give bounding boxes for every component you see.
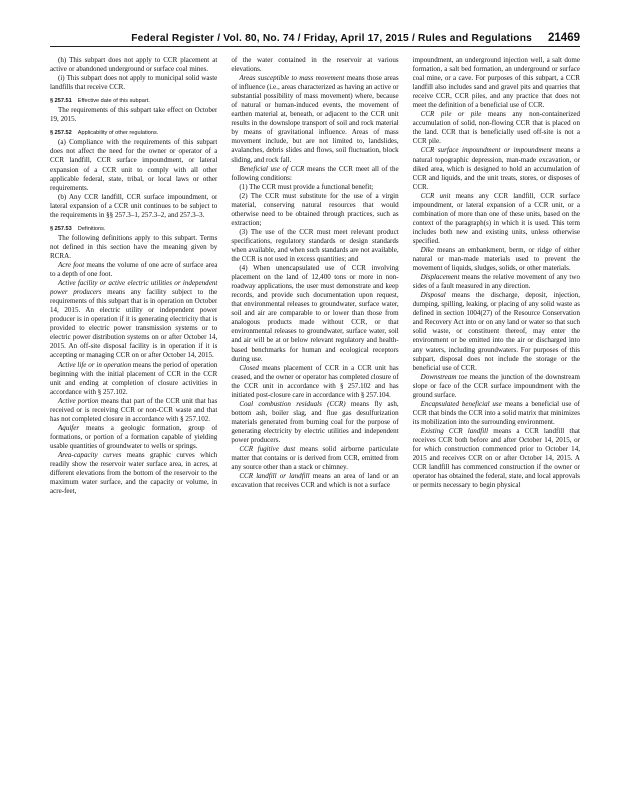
paragraph: (3) The use of the CCR must meet relevant product specifications, regulatory standards or design standards when available, and when such standards are not available, the CCR is not used in excess quantities; and — [231, 227, 399, 264]
definition-text: means any non-containerized accumulation of solid, non-flowing CCR that is placed on the land. CCR that is beneficially used off-site is not a CCR pile. — [412, 110, 580, 146]
definition-text: means the relative movement of any two sides of a fault measured in any direction. — [412, 273, 580, 291]
section-title: Definitions. — [77, 225, 106, 232]
section-number: § 257.52 — [50, 130, 72, 137]
definition — [231, 472, 398, 490]
definition-text: means a CCR landfill that receives CCR both before and after October 14, 2015, or for which construction commenced prior to October 14, 2015 and receives CCR on or after October 14, 2015. A CCR landfill has commenced construction if the owner or operator has obtained the federal, state, and local approvals or permits necessary to begin physical — [412, 426, 580, 490]
definition-text: means a beneficial use of CCR that binds the CCR into a solid matrix that minimizes its mobilization into the surrounding environment. — [412, 399, 580, 426]
definition-term: Downstream toe — [420, 372, 468, 381]
text-columns — [50, 56, 580, 784]
paragraph: (a) Compliance with the requirements of this subpart does not affect the need for the owner or operator of a CCR landfill, CCR surface impoundment, or lateral expansion of a CCR unit to comply with all other applicable federal, state, tribal, or local laws or other requirements. — [50, 138, 218, 192]
header-title: Federal Register / Vol. 80, No. 74 / Friday, April 17, 2015 / Rules and Regulations — [131, 33, 533, 44]
definition-term: Active portion — [58, 396, 99, 405]
definition-text: means graphic curves which readily show the reservoir water surface area, in acres, at different elevations from the bottom of the reservoir to the maximum water surface, and the capacity or volume, in acre-feet, — [50, 450, 218, 496]
definition-term: CCR surface impoundment or impoundment — [420, 146, 552, 155]
section-number: § 257.53 — [50, 225, 72, 232]
paragraph: (4) When unencapsulated use of CCR involving placement on the land of 12,400 tons or more in non-roadway applications, the user must demonstrate and keep records, and provide such documentation upon request, that environmental releases to groundwater, surface water, soil and air are comparable to or lower than those from analogous products made without CCR, or that environmental releases to groundwater, surface water, soil and air will be at or below relevant regulatory and health-based benchmarks for human and ecological receptors during use. — [231, 264, 399, 363]
definition-text: means fly ash, bottom ash, boiler slag, and flue gas desulfurization materials generated from burning coal for the purpose of generating electricity by electric utilities and independent power producers. — [231, 399, 399, 444]
definition-text: means a geologic formation, group of formations, or portion of a formation capable of yielding usable quantities of groundwater to wells or springs. — [50, 423, 218, 450]
definition — [413, 427, 580, 490]
definition — [413, 246, 580, 273]
definition-text: means the volume of one acre of surface area to a depth of one foot. — [50, 260, 218, 279]
definition-term: CCR unit — [420, 191, 451, 200]
definition — [50, 424, 217, 451]
definition — [413, 400, 580, 427]
definition-text: means the discharge, deposit, injection, dumping, spilling, leaking, or placing of any solid waste as defined in section 1004(27) of the Resource Conservation and Recovery Act into or on any land or water so that such solid waste, or constituent thereof, may enter the environment or be emitted into the air or discharged into any waters, including groundwaters. For purposes of this subpart, disposal does not include the storage or the beneficial use of CCR. — [412, 291, 580, 372]
definition — [50, 261, 217, 279]
definition-term: Active facility or active electric utilities or independent power producers — [50, 279, 218, 297]
column-1 — [50, 56, 217, 784]
column-2 — [231, 56, 398, 784]
definition-term: Encapsulated beneficial use — [420, 399, 502, 408]
paragraph: (b) Any CCR landfill, CCR surface impoundment, or lateral expansion of a CCR unit continues to be subject to the requirements in §§ 257.3–1, 257.3–2, and 257.3–3. — [50, 192, 218, 219]
definition — [50, 279, 217, 360]
definition — [231, 74, 398, 164]
page-header — [50, 26, 580, 44]
definition — [50, 361, 217, 397]
page-number: 21469 — [548, 32, 580, 44]
definition-term: Closed — [239, 363, 259, 372]
definition — [413, 291, 580, 372]
paragraph: impoundment, an underground injection well, a salt dome formation, a salt bed formation, an underground or surface coal mine, or a cave. For purposes of this subpart, a CCR landfill also includes sand and gravel pits and quarries that receive CCR, CCR piles, and any practice that does not meet the definition of a beneficial use of CCR. — [412, 56, 580, 110]
definition-text: means an area of land or an excavation that receives CCR and which is not a surface — [231, 472, 399, 490]
definition-text: means solid airborne particulate matter that contains or is derived from CCR, emitted from any source other than a stack or chimney. — [231, 445, 399, 472]
definition — [413, 373, 580, 400]
definition — [413, 146, 580, 191]
definition — [413, 273, 580, 291]
definition-term: Beneficial use of CCR — [239, 164, 305, 173]
definition-text: means that part of the CCR unit that has received or is receiving CCR or non-CCR waste and that has not completed closure in accordance with § 257.102. — [50, 396, 218, 423]
paragraph: (i) This subpart does not apply to municipal solid waste landfills that receive CCR. — [50, 74, 218, 92]
definition-term: CCR fugitive dust — [239, 445, 296, 454]
paragraph: (h) This subpart does not apply to CCR placement at active or abandoned underground or surface coal mines. — [50, 56, 218, 74]
section-heading — [50, 97, 217, 106]
paragraph: (1) The CCR must provide a functional benefit; — [239, 182, 374, 191]
definition-term: Existing CCR landfill — [420, 426, 489, 435]
definition-term: Active life or in operation — [58, 360, 132, 369]
definition-text: means the junction of the downstream slope or face of the CCR surface impoundment with the ground surface. — [412, 372, 580, 399]
definition-term: Area-capacity curves — [58, 450, 122, 459]
definition-term: Aquifer — [58, 423, 80, 432]
paragraph: The following definitions apply to this subpart. Terms not defined in this section have the meaning given by RCRA. — [50, 233, 218, 260]
definition-text: means the period of operation beginning with the initial placement of CCR in the CCR unit and ending at completion of closure activities in accordance with § 257.102. — [50, 360, 218, 396]
definition — [413, 110, 580, 146]
definition — [231, 165, 398, 183]
definition-term: CCR pile or pile — [420, 110, 482, 119]
definition — [231, 400, 398, 445]
column-3 — [413, 56, 580, 784]
header-rule — [50, 46, 580, 47]
definition-term: CCR landfill or landfill — [239, 472, 310, 481]
definition-term: Dike — [420, 245, 434, 254]
section-heading — [50, 225, 217, 234]
paragraph: The requirements of this subpart take effect on October 19, 2015. — [50, 106, 218, 124]
definition-term: Disposal — [420, 291, 446, 300]
definition — [231, 445, 398, 472]
definition-term: Coal combustion residuals (CCR) — [239, 399, 346, 408]
definition — [413, 192, 580, 246]
definition-text: means an embankment, berm, or ridge of either natural or man-made materials used to prevent the movement of liquids, sludges, solids, or other materials. — [412, 245, 580, 273]
definition-term: Acre foot — [58, 260, 85, 269]
definition — [50, 397, 217, 424]
definition — [231, 364, 398, 400]
definition-text: means those areas of influence (i.e., areas characterized as having an active or substantial possibility of mass movement) where, because of natural or human-induced events, the movement of earthen material at, beneath, or adjacent to the CCR unit results in the downslope transport of soil and rock material by means of gravitational influence. Areas of mass movement include, but are not limited to, landslides, avalanches, debris slides and flows, soil fluctuation, block sliding, and rock fall. — [231, 74, 399, 164]
section-number: § 257.51 — [50, 98, 72, 105]
definition — [50, 451, 217, 496]
section-title: Applicability of other regulations. — [77, 130, 159, 137]
definition-text: means a natural topographic depression, man-made excavation, or diked area, which is designed to hold an accumulation of CCR and liquids, and the unit treats, stores, or disposes of CCR. — [412, 146, 580, 191]
section-title: Effective date of this subpart. — [77, 98, 150, 105]
paragraph: of the water contained in the reservoir at various elevations. — [231, 56, 399, 74]
paragraph: (2) The CCR must substitute for the use of a virgin material, conserving natural resources that would otherwise need to be obtained through practices, such as extraction; — [231, 191, 399, 227]
definition-term: Displacement — [420, 273, 460, 282]
definition-text: means placement of CCR in a CCR unit has ceased, and the owner or operator has completed closure of the CCR unit in accordance with § 257.102 and has initiated post-closure care in accordance with § 257.104. — [231, 363, 399, 399]
definition-text: means the CCR meet all of the following conditions: — [231, 164, 399, 182]
section-heading — [50, 129, 217, 138]
definition-text: means any facility subject to the requirements of this subpart that is in operation on October 14, 2015. An electric utility or independent power producer is in operation if it is generating electricity that is provided to electric power transmission systems or to electric power distribution systems on or after October 14, 2015. An off-site disposal facility is in operation if it is accepting or managing CCR on or after October 14, 2015. — [50, 288, 218, 360]
definition-term: Areas susceptible to mass movement — [239, 74, 345, 83]
definition-text: means any CCR landfill, CCR surface impoundment, or lateral expansion of a CCR unit, or a combination of more than one of these units, based on the context of the paragraph(s) in which it is used. This term includes both new and existing units, unless otherwise specified. — [412, 191, 580, 245]
